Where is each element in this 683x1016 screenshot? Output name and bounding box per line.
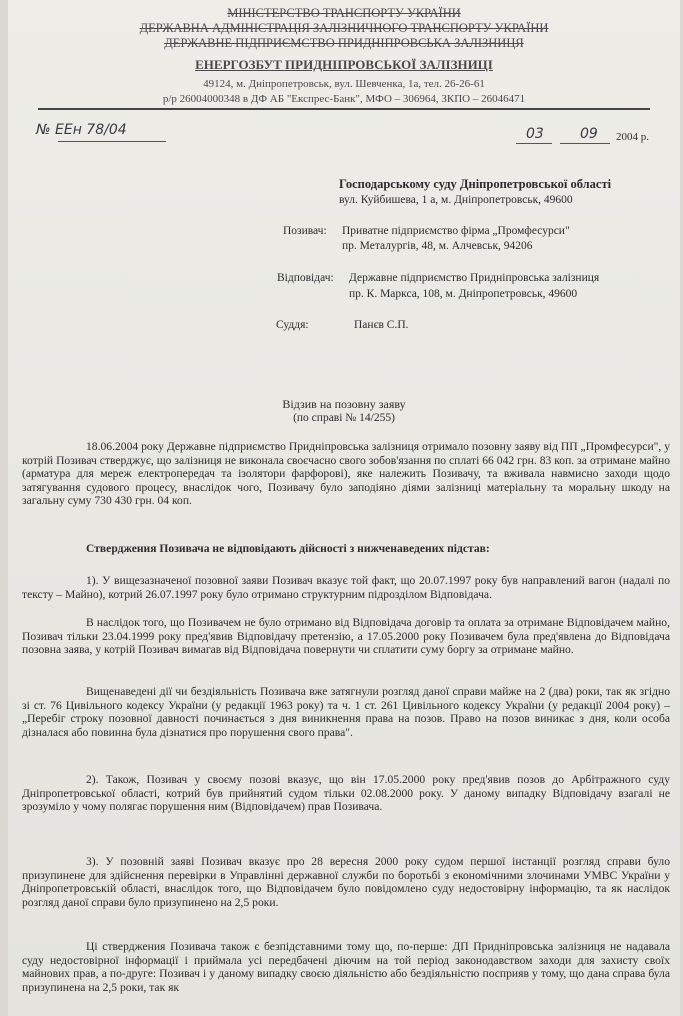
paragraph-objection-lead-text: Стверджения Позивача не відповідають дійсності з нижченаведених підстав: [86, 542, 490, 555]
letterhead-address: 49124, м. Дніпропетровськ, вул. Шевченка, 1а, тел. 26-26-61 [203, 78, 485, 90]
plaintiff-name: Приватне підприємство фірма „Промфесурси" [342, 225, 570, 237]
letterhead-bank-details: р/р 26004000348 в ДФ АБ "Експрес-Банк", МФО – 306964, ЗКПО – 26046471 [162, 93, 526, 105]
number-underline [58, 141, 166, 142]
plaintiff-address: пр. Металургів, 48, м. Алчевськ, 94206 [342, 240, 533, 252]
paragraph-point-1-conclusion [22, 685, 670, 739]
document-page [8, 0, 680, 1016]
paragraph-intro [22, 440, 670, 508]
letterhead-organization: ЕНЕРГОЗБУТ ПРИДНІПРОВСЬКОЇ ЗАЛІЗНИЦІ [195, 57, 493, 72]
paragraph-point-1-continued [22, 616, 670, 657]
letterhead-enterprise: ДЕРЖАВНЕ ПІДПРИЄМСТВО ПРИДНІПРОВСЬКА ЗАЛІЗНИЦЯ [164, 36, 524, 50]
date-month-underline [560, 143, 610, 144]
paragraph-point-2-text: 2). Також, Позивач у своєму позові вказує, що він 17.05.2000 року пред'явив позов до Арбітражного суду Дніпропетровської області, котрий був прийнятий судом тільки 02.08.2000 року. У даному випадку Відповідачу взагалі не зрозуміло у чому полягає порушення ним (Відповідачем) прав Позивача. [22, 773, 670, 814]
date-year: 2004 р. [616, 131, 649, 143]
defendant-label: Відповідач: [277, 272, 334, 284]
paragraph-point-1 [22, 574, 670, 601]
defendant-address: пр. К. Маркса, 108, м. Дніпропетровськ, 49600 [349, 288, 578, 300]
paragraph-objection-lead [22, 542, 670, 556]
document-title: Відзив на позовну заяву [282, 397, 406, 411]
paragraph-point-1-continued-text: В наслідок того, що Позивачем не було отримано від Відповідача договір та оплата за отримане Відповідачем майно, Позивач тільки 23.04.1999 року пред'явив Відповідачу претензію, а 17.05.2000 року Позивачем була пред'явлена до Відповідача позовна заява, у котрій Позивач вимагав від Відповідача повернути чи сплатити суму боргу за отримане майно. [22, 616, 670, 657]
paragraph-point-2 [22, 773, 670, 814]
document-subtitle: (по справі № 14/255) [293, 412, 395, 424]
date-month: 09 [580, 126, 598, 142]
paragraph-point-3-rebuttal [22, 940, 670, 994]
judge-name: Панєв С.П. [354, 319, 409, 331]
plaintiff-label: Позивач: [283, 225, 327, 237]
judge-label: Суддя: [276, 319, 309, 331]
paragraph-point-3-text: 3). У позовній заяві Позивач вказує про 28 вересня 2000 року судом першої інстанції розгляд справи було призупинене для здійснення перевірки в Управлінні державної служби по боротьбі з економічними злочинами УМВС України у Дніпропетровській області, внаслідок того, що Відповідачем було повідомлено суду недостовірну інформацію, та як наслідок розгляд даної справи було призупинено на 2,5 роки. [22, 855, 670, 909]
paragraph-point-3-rebuttal-text: Ці стверджения Позивача також є безпідставними тому що, по-перше: ДП Придніпровська залізниця не надавала суду недостовірної інформації і приймала усі передбачені діючим на той період законодавством заходи для захисту своїх майнових прав, а по-друге: Позивач і у даному випадку своєю діяльністю або бездіяльністю посприяв у тому, що дана справа була призупинена на 2,5 роки, так як [22, 940, 670, 994]
paragraph-point-3 [22, 855, 670, 909]
document-number: № ЕЕн 78/04 [36, 122, 127, 138]
letterhead-ministry: МІНІСТЕРСТВО ТРАНСПОРТУ УКРАЇНИ [227, 6, 461, 20]
letterhead-administration: ДЕРЖАВНА АДМІНІСТРАЦІЯ ЗАЛІЗНИЧНОГО ТРАНСПОРТУ УКРАЇНИ [139, 21, 549, 35]
date-day: 03 [526, 126, 544, 142]
paragraph-point-1-text: 1). У вищезазначеної позовної заяви Позивач вказує той факт, що 20.07.1997 року був направлений вагон (надалі по тексту – Майно), котрий 26.07.1997 року було отримано структурним підрозділом Відповідача. [22, 574, 670, 601]
paragraph-intro-text: 18.06.2004 року Державне підприємство Придніпровська залізниця отримало позовну заяву від ПП „Промфесурси", у котрій Позивач стверджує, що залізниця не виконала своєчасно свого зобов'язання по сплаті 66 042 грн. 83 коп. за отримане майно (арматура для мереж електропередач та ізолятори фарфорові), яке належить Позивачу, та вживала навмисно заходи щодо затягування судового процесу, внаслідок чого, Позивачу було заподіяно діями залізниці матеріальну та моральну шкоду на загальну суму 730 430 грн. 04 коп. [22, 440, 670, 508]
paragraph-point-1-conclusion-text: Вищенаведені дії чи бездіяльність Позивача вже затягнули розгляд даної справи майже на 2 (два) роки, так як згідно зі ст. 76 Цивільного кодексу України (у редакції 1963 року) та ч. 1 ст. 261 Цивільного кодексу України (у редакції 2004 року) – „Перебіг строку позовної давності починається з дня виникнення права на позов. Право на позов виникає з дня, коли особа дізналася або повинна була дізнатися про порушення свого права". [22, 685, 670, 739]
court-name: Господарському суду Дніпропетровської області [339, 177, 612, 191]
letterhead-divider [38, 108, 650, 110]
date-day-underline [516, 143, 552, 144]
defendant-name: Державне підприємство Придніпровська залізниця [349, 272, 600, 284]
court-address: вул. Куйбишева, 1 а, м. Дніпропетровськ, 49600 [339, 194, 573, 206]
